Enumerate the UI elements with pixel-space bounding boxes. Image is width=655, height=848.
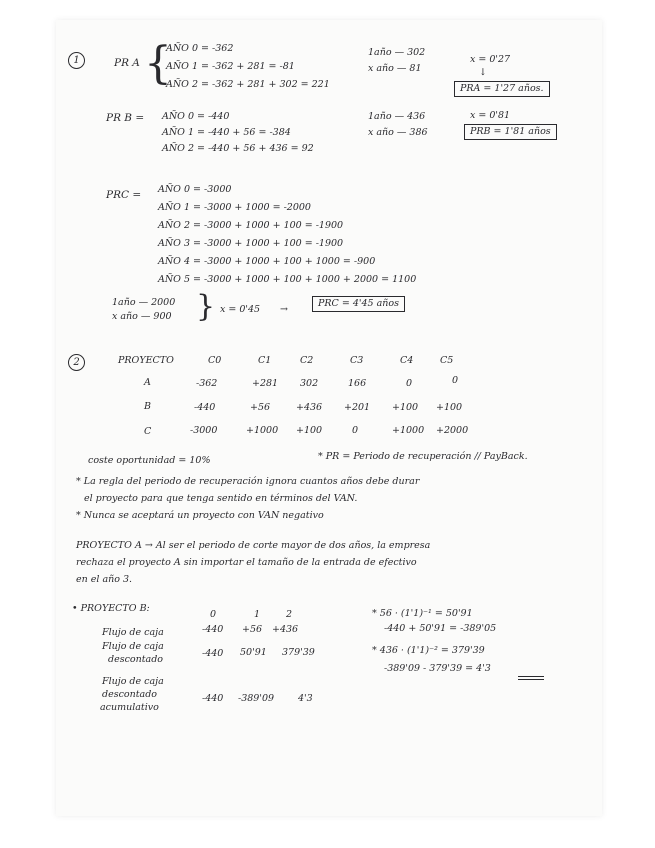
proyecto-b-row-label: descontado bbox=[102, 689, 158, 700]
note-line: * La regla del periodo de recuperación ignora cuantos años debe durar bbox=[76, 476, 420, 487]
table-cell: +100 bbox=[392, 402, 419, 413]
table-cell: +1000 bbox=[246, 425, 279, 436]
table-cell: -362 bbox=[196, 378, 218, 389]
table-cell: 0 bbox=[352, 425, 359, 436]
pra-line: AÑO 1 = -362 + 281 = -81 bbox=[166, 61, 295, 72]
prc-line: AÑO 0 = -3000 bbox=[158, 184, 232, 195]
table-header: C5 bbox=[440, 355, 454, 366]
pra-line: AÑO 2 = -362 + 281 + 302 = 221 bbox=[166, 79, 330, 90]
table-cell: +1000 bbox=[392, 425, 425, 436]
proyecto-b-value: -389'09 bbox=[238, 693, 275, 704]
prb-line: AÑO 0 = -440 bbox=[162, 111, 230, 122]
table-cell: 166 bbox=[348, 378, 367, 389]
coste-oportunidad: coste oportunidad = 10% bbox=[88, 455, 211, 466]
prc-line: AÑO 1 = -3000 + 1000 = -2000 bbox=[158, 202, 311, 213]
prb-line: AÑO 2 = -440 + 56 + 436 = 92 bbox=[162, 143, 314, 154]
prc-label: PRC = bbox=[106, 189, 142, 201]
table-header: C2 bbox=[300, 355, 314, 366]
pra-x: x = 0'27 bbox=[470, 54, 511, 65]
proyecto-b-value: 50'91 bbox=[240, 647, 267, 658]
prc-brace: } bbox=[196, 289, 216, 324]
prc-x: x = 0'45 bbox=[220, 304, 261, 315]
table-cell: +100 bbox=[436, 402, 463, 413]
proyecto-b-value: 379'39 bbox=[282, 647, 315, 658]
proyecto-b-value: -440 bbox=[202, 648, 224, 659]
proyecto-b-value: 4'3 bbox=[298, 693, 313, 704]
note-line: * Nunca se aceptará un proyecto con VAN negativo bbox=[76, 510, 324, 521]
exercise-2-number: 2 bbox=[68, 354, 85, 371]
pra-result-box: PRA = 1'27 años. bbox=[454, 81, 550, 97]
table-header: PROYECTO bbox=[118, 355, 174, 366]
table-cell: +56 bbox=[250, 402, 271, 413]
scanned-page bbox=[56, 20, 602, 816]
table-cell: +281 bbox=[252, 378, 279, 389]
proyecto-b-row-label: acumulativo bbox=[100, 702, 159, 713]
prc-rule-line: 1año — 2000 bbox=[112, 297, 176, 308]
table-cell: +100 bbox=[296, 425, 323, 436]
proyecto-b-title: • PROYECTO B: bbox=[72, 603, 150, 614]
exercise-1-number: 1 bbox=[68, 52, 85, 69]
table-cell: +201 bbox=[344, 402, 371, 413]
proyecto-b-value: -440 bbox=[202, 693, 224, 704]
prb-rule-line: 1año — 436 bbox=[368, 111, 426, 122]
pra-rule-line: 1año — 302 bbox=[368, 47, 426, 58]
prc-rule-line: x año — 900 bbox=[112, 311, 172, 322]
pr-note: * PR = Periodo de recuperación // PayBack. bbox=[318, 451, 528, 462]
arrow-right-icon: → bbox=[280, 304, 288, 315]
proyecto-b-row-label: Flujo de caja bbox=[102, 641, 164, 652]
note-line: el proyecto para que tenga sentido en términos del VAN. bbox=[84, 493, 358, 504]
prb-result-box: PRB = 1'81 años bbox=[464, 124, 557, 140]
proyecto-b-calc: -389'09 - 379'39 = 4'3 bbox=[384, 663, 491, 674]
proyecto-a-line: PROYECTO A → Al ser el periodo de corte mayor de dos años, la empresa bbox=[76, 540, 431, 551]
table-cell: -440 bbox=[194, 402, 216, 413]
table-cell: A bbox=[144, 377, 151, 388]
table-cell: B bbox=[144, 401, 151, 412]
table-cell: +2000 bbox=[436, 425, 469, 436]
proyecto-b-row-label: Flujo de caja bbox=[102, 676, 164, 687]
proyecto-b-col: 2 bbox=[286, 609, 293, 620]
proyecto-b-value: -440 bbox=[202, 624, 224, 635]
underline-mark bbox=[518, 679, 544, 680]
prc-line: AÑO 5 = -3000 + 1000 + 100 + 1000 + 2000 = 1100 bbox=[158, 274, 417, 285]
proyecto-b-col: 0 bbox=[210, 609, 217, 620]
table-cell: 302 bbox=[300, 378, 319, 389]
pra-brace: { bbox=[144, 38, 172, 89]
table-cell: 0 bbox=[452, 375, 459, 386]
prc-result-box: PRC = 4'45 años bbox=[312, 296, 405, 312]
arrow-down-icon: ↓ bbox=[479, 67, 487, 78]
proyecto-b-value: +56 bbox=[242, 624, 263, 635]
prb-label: PR B = bbox=[106, 112, 145, 124]
table-header: C4 bbox=[400, 355, 414, 366]
proyecto-b-value: +436 bbox=[272, 624, 299, 635]
table-header: C1 bbox=[258, 355, 272, 366]
table-cell: -3000 bbox=[190, 425, 218, 436]
table-header: C3 bbox=[350, 355, 364, 366]
proyecto-b-col: 1 bbox=[254, 609, 261, 620]
prb-x: x = 0'81 bbox=[470, 110, 511, 121]
proyecto-a-line: rechaza el proyecto A sin importar el tamaño de la entrada de efectivo bbox=[76, 557, 417, 568]
prc-line: AÑO 2 = -3000 + 1000 + 100 = -1900 bbox=[158, 220, 344, 231]
proyecto-b-calc: -440 + 50'91 = -389'05 bbox=[384, 623, 497, 634]
underline-mark bbox=[518, 676, 544, 677]
prb-rule-line: x año — 386 bbox=[368, 127, 428, 138]
pra-label: PR A bbox=[114, 57, 140, 69]
prc-line: AÑO 3 = -3000 + 1000 + 100 = -1900 bbox=[158, 238, 344, 249]
table-cell: C bbox=[144, 426, 152, 437]
proyecto-a-line: en el año 3. bbox=[76, 574, 133, 585]
pra-rule-line: x año — 81 bbox=[368, 63, 422, 74]
table-cell: 0 bbox=[406, 378, 413, 389]
prb-line: AÑO 1 = -440 + 56 = -384 bbox=[162, 127, 291, 138]
prc-line: AÑO 4 = -3000 + 1000 + 100 + 1000 = -900 bbox=[158, 256, 376, 267]
table-header: C0 bbox=[208, 355, 222, 366]
proyecto-b-calc: * 56 · (1'1)⁻¹ = 50'91 bbox=[372, 608, 473, 619]
proyecto-b-row-label: Flujo de caja bbox=[102, 627, 164, 638]
pra-line: AÑO 0 = -362 bbox=[166, 43, 234, 54]
table-cell: +436 bbox=[296, 402, 323, 413]
proyecto-b-row-label: descontado bbox=[108, 654, 164, 665]
proyecto-b-calc: * 436 · (1'1)⁻² = 379'39 bbox=[372, 645, 485, 656]
